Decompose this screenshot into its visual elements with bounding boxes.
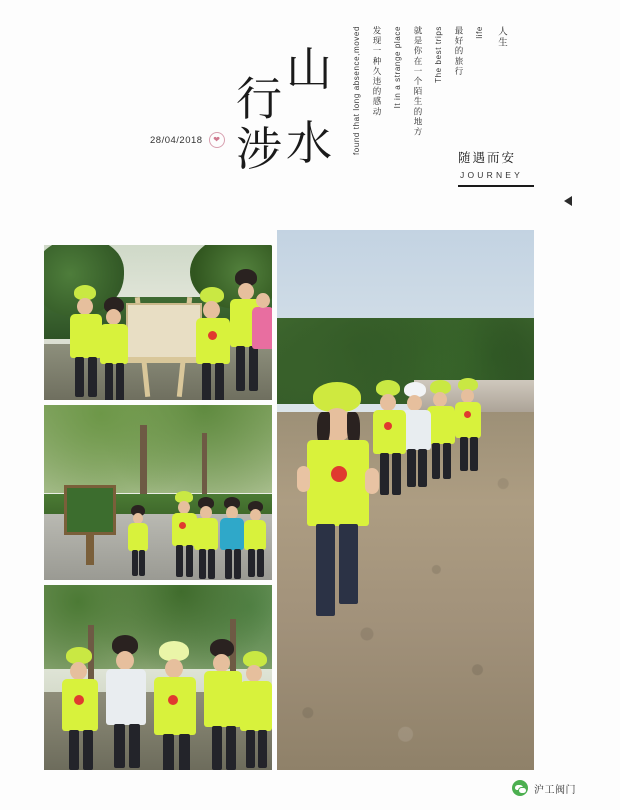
- triangle-right-icon: [564, 196, 572, 206]
- wechat-icon: [512, 780, 528, 796]
- brand-label: 沪工阀门: [534, 784, 576, 796]
- photo-team-huddle: [44, 585, 272, 770]
- page-header: [0, 0, 620, 222]
- photo-grid: [44, 230, 578, 770]
- vertical-cn-1: 人生: [496, 26, 507, 49]
- photo-trail-run: [277, 230, 534, 770]
- journey-block: [458, 148, 568, 187]
- vertical-cn-3: 就是你在一个陌生的地方: [413, 26, 423, 138]
- vertical-cn-2: 最好的旅行: [454, 26, 464, 77]
- heart-icon: ❤: [209, 132, 225, 148]
- title-char-3: 涉: [236, 122, 282, 176]
- vertical-en-4: found that long absence,moved: [352, 26, 361, 156]
- vertical-en-3: It in a strange place: [393, 26, 402, 109]
- photo-road-walk: [44, 405, 272, 580]
- footer-brand: [512, 780, 576, 796]
- journey-cn-label: 随遇而安: [458, 151, 517, 165]
- title-char-4: 水: [286, 116, 332, 170]
- vertical-cn-4: 发现一种久违的感动: [372, 26, 382, 117]
- page-title: [236, 28, 356, 176]
- date-block: [150, 132, 225, 148]
- vertical-en-1: life: [475, 26, 484, 39]
- date-text: 28/04/2018: [150, 134, 203, 146]
- vertical-text-block: [352, 26, 508, 155]
- photo-easel-painting: [44, 245, 272, 400]
- title-char-1: 行: [236, 72, 282, 126]
- title-char-2: 山: [286, 42, 332, 96]
- journey-divider: [458, 185, 534, 187]
- vertical-en-2: The best trips: [434, 26, 443, 83]
- journey-en-label: JOURNEY: [460, 170, 524, 180]
